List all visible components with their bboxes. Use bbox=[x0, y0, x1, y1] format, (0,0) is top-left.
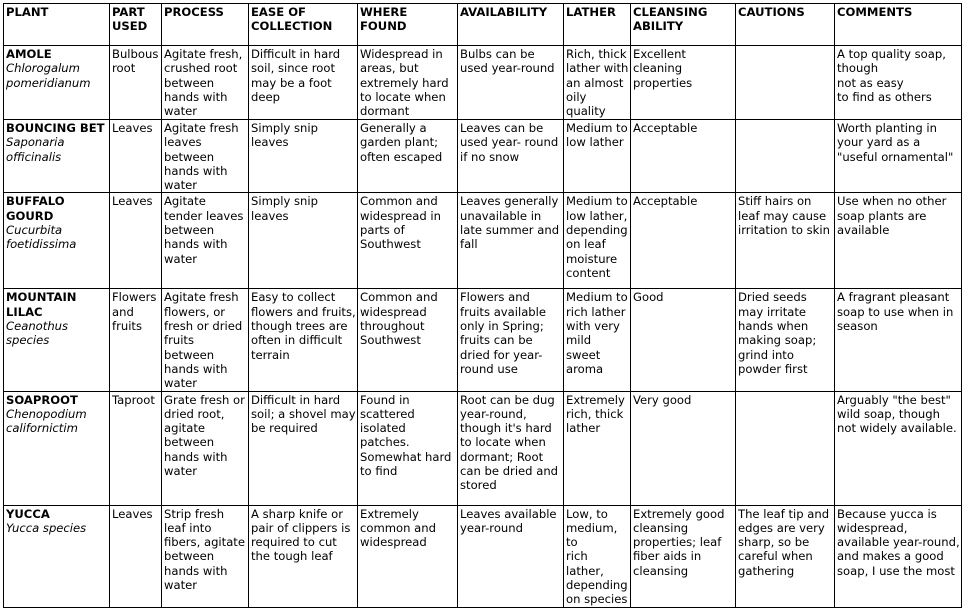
cell-text: Agitate fresh leaves between hands with water bbox=[164, 121, 239, 193]
cell-text: Use when no other soap plants are available bbox=[837, 194, 947, 238]
header-ease-of-collection bbox=[249, 4, 358, 46]
cell-text: Found in scattered isolated patches. Somewhat hard to find bbox=[360, 392, 452, 479]
cell-text: PLANT bbox=[6, 5, 49, 19]
availability-cell bbox=[458, 289, 564, 391]
plant-cell bbox=[4, 391, 110, 505]
part-used-cell bbox=[110, 505, 162, 607]
cell-text: Bulbs can be used year-round bbox=[460, 47, 555, 76]
cell-text: Good bbox=[633, 290, 664, 305]
cautions-cell bbox=[736, 289, 835, 391]
comments-cell bbox=[835, 193, 962, 289]
availability-cell bbox=[458, 193, 564, 289]
comments-cell bbox=[835, 289, 962, 391]
comments-cell bbox=[835, 120, 962, 193]
cell-text: Worth planting in your yard as a "useful ornamental" bbox=[837, 121, 954, 164]
scientific-name: Cucurbita foetidissima bbox=[6, 223, 77, 252]
scientific-name: Chlorogalum pomeridianum bbox=[6, 61, 91, 90]
cell-text: Because yucca is widespread, available year-round, and makes a good soap, I use the most bbox=[837, 506, 960, 578]
header-part-used bbox=[110, 4, 162, 46]
ease-cell bbox=[249, 505, 358, 607]
plant-name: MOUNTAIN LILAC bbox=[6, 290, 77, 319]
soap-plants-table bbox=[3, 3, 962, 608]
header-lather bbox=[564, 4, 631, 46]
cell-text: A top quality soap, though not as easy to find as others bbox=[837, 47, 946, 104]
table-row bbox=[4, 46, 962, 120]
availability-cell bbox=[458, 505, 564, 607]
where-found-cell bbox=[358, 46, 458, 120]
cell-text: Taproot bbox=[112, 392, 155, 407]
cell-text: Flowers and fruits bbox=[112, 290, 157, 334]
plant-cell bbox=[4, 193, 110, 289]
plant-name: YUCCA bbox=[6, 506, 50, 521]
ease-cell bbox=[249, 46, 358, 120]
cell-text: Acceptable bbox=[633, 194, 698, 209]
ease-cell bbox=[249, 193, 358, 289]
plant-name: BUFFALO GOURD bbox=[6, 194, 65, 223]
process-cell bbox=[162, 193, 249, 289]
lather-cell bbox=[564, 193, 631, 289]
plant-name: BOUNCING BET bbox=[6, 121, 105, 135]
cell-text: Difficult in hard soil, since root may be a foot deep bbox=[251, 47, 341, 104]
part-used-cell bbox=[110, 120, 162, 193]
cell-text: Acceptable bbox=[633, 121, 698, 135]
cleansing-cell bbox=[631, 46, 736, 120]
availability-cell bbox=[458, 46, 564, 120]
cleansing-cell bbox=[631, 391, 736, 505]
availability-cell bbox=[458, 391, 564, 505]
cell-text: Leaves bbox=[112, 121, 153, 135]
cell-text: CLEANSING ABILITY bbox=[633, 5, 708, 34]
cell-text: PROCESS bbox=[164, 5, 224, 19]
cell-text: Root can be dug year-round, though it's hard to locate when dormant; Root can be dried and stored bbox=[460, 392, 559, 493]
header-plant bbox=[4, 4, 110, 46]
cell-text: Agitate tender leaves between hands with water bbox=[164, 194, 244, 266]
process-cell bbox=[162, 120, 249, 193]
cell-text: Extremely good cleansing properties; leaf fiber aids in cleansing bbox=[633, 506, 725, 578]
where-found-cell bbox=[358, 193, 458, 289]
cell-text: PART USED bbox=[112, 5, 148, 34]
cell-text: COMMENTS bbox=[837, 5, 913, 19]
process-cell bbox=[162, 289, 249, 391]
table-row bbox=[4, 289, 962, 391]
cell-text: Rich, thick lather with an almost oily quality bbox=[566, 47, 629, 119]
cleansing-cell bbox=[631, 193, 736, 289]
cell-text: Very good bbox=[633, 392, 692, 407]
process-cell bbox=[162, 46, 249, 120]
header-cautions bbox=[736, 4, 835, 46]
cell-text: Agitate fresh, crushed root between hands with water bbox=[164, 47, 243, 119]
cell-text: Leaves generally unavailable in late summer and fall bbox=[460, 194, 560, 252]
cell-text: Leaves available year-round bbox=[460, 506, 557, 535]
part-used-cell bbox=[110, 46, 162, 120]
ease-cell bbox=[249, 289, 358, 391]
cell-text: Extremely common and widespread bbox=[360, 506, 436, 550]
cell-text: Arguably "the best" wild soap, though not widely available. bbox=[837, 392, 957, 436]
cell-text: Low, to medium, to rich lather, depending on species bbox=[566, 506, 628, 607]
header-process bbox=[162, 4, 249, 46]
cautions-cell bbox=[736, 46, 835, 120]
header-cleansing-ability bbox=[631, 4, 736, 46]
cell-text: Extremely rich, thick lather bbox=[566, 392, 625, 436]
comments-cell bbox=[835, 505, 962, 607]
comments-cell bbox=[835, 391, 962, 505]
plant-cell bbox=[4, 505, 110, 607]
header-row bbox=[4, 4, 962, 46]
cell-text: Common and widespread in parts of Southwest bbox=[360, 194, 441, 252]
cautions-cell bbox=[736, 505, 835, 607]
cell-text: Common and widespread throughout Southwest bbox=[360, 290, 438, 348]
cell-text: LATHER bbox=[566, 5, 616, 19]
cell-text: Grate fresh or dried root, agitate between hands with water bbox=[164, 392, 245, 479]
plant-name: SOAPROOT bbox=[6, 392, 78, 407]
cell-text: Medium to rich lather with very mild sweet aroma bbox=[566, 290, 628, 376]
cell-text: Stiff hairs on leaf may cause irritation to skin bbox=[738, 194, 830, 238]
lather-cell bbox=[564, 391, 631, 505]
ease-cell bbox=[249, 391, 358, 505]
cell-text: A sharp knife or pair of clippers is required to cut the tough leaf bbox=[251, 506, 351, 564]
part-used-cell bbox=[110, 391, 162, 505]
cell-text: Simply snip leaves bbox=[251, 194, 318, 223]
lather-cell bbox=[564, 289, 631, 391]
cell-text: Dried seeds may irritate hands when making soap; grind into powder first bbox=[738, 290, 817, 376]
plant-cell bbox=[4, 120, 110, 193]
where-found-cell bbox=[358, 391, 458, 505]
cleansing-cell bbox=[631, 120, 736, 193]
ease-cell bbox=[249, 120, 358, 193]
table-row bbox=[4, 120, 962, 193]
cell-text: Leaves bbox=[112, 194, 153, 209]
cell-text: Strip fresh leaf into fibers, agitate between hands with water bbox=[164, 506, 245, 593]
cell-text: Agitate fresh flowers, or fresh or dried fruits between hands with water bbox=[164, 290, 243, 391]
availability-cell bbox=[458, 120, 564, 193]
process-cell bbox=[162, 391, 249, 505]
cell-text: Widespread in areas, but extremely hard to locate when dormant bbox=[360, 47, 449, 119]
lather-cell bbox=[564, 120, 631, 193]
cell-text: Excellent cleaning properties bbox=[633, 47, 693, 90]
scientific-name: Ceanothus species bbox=[6, 319, 69, 348]
part-used-cell bbox=[110, 193, 162, 289]
where-found-cell bbox=[358, 120, 458, 193]
cell-text: Medium to low lather bbox=[566, 121, 628, 150]
table-row bbox=[4, 391, 962, 505]
lather-cell bbox=[564, 505, 631, 607]
table-row bbox=[4, 505, 962, 607]
cell-text: Medium to low lather, depending on leaf moisture content bbox=[566, 194, 628, 280]
cell-text: AVAILABILITY bbox=[460, 5, 548, 19]
cleansing-cell bbox=[631, 505, 736, 607]
cell-text: Leaves bbox=[112, 506, 153, 521]
cell-text: Bulbous root bbox=[112, 47, 159, 76]
cell-text: WHERE FOUND bbox=[360, 5, 408, 34]
scientific-name: Saponaria officinalis bbox=[6, 135, 65, 164]
cell-text: Generally a garden plant; often escaped bbox=[360, 121, 443, 164]
comments-cell bbox=[835, 46, 962, 120]
header-where-found bbox=[358, 4, 458, 46]
plant-name: AMOLE bbox=[6, 47, 52, 61]
part-used-cell bbox=[110, 289, 162, 391]
cell-text: Leaves can be used year- round if no snow bbox=[460, 121, 559, 164]
header-comments bbox=[835, 4, 962, 46]
header-availability bbox=[458, 4, 564, 46]
cell-text: EASE OF COLLECTION bbox=[251, 5, 333, 34]
scientific-name: Chenopodium californictim bbox=[6, 406, 87, 436]
plant-cell bbox=[4, 46, 110, 120]
cleansing-cell bbox=[631, 289, 736, 391]
table-row bbox=[4, 193, 962, 289]
plant-cell bbox=[4, 289, 110, 391]
cell-text: CAUTIONS bbox=[738, 5, 805, 19]
lather-cell bbox=[564, 46, 631, 120]
cell-text: Flowers and fruits available only in Spring; fruits can be dried for year-round use bbox=[460, 290, 547, 376]
cautions-cell bbox=[736, 391, 835, 505]
process-cell bbox=[162, 505, 249, 607]
cell-text: Simply snip leaves bbox=[251, 121, 318, 150]
cell-text: A fragrant pleasant soap to use when in season bbox=[837, 290, 954, 334]
where-found-cell bbox=[358, 289, 458, 391]
scientific-name: Yucca species bbox=[6, 520, 87, 535]
cell-text: The leaf tip and edges are very sharp, so be careful when gathering bbox=[738, 506, 830, 578]
cautions-cell bbox=[736, 193, 835, 289]
cell-text: Difficult in hard soil; a shovel may be required bbox=[251, 392, 356, 436]
cautions-cell bbox=[736, 120, 835, 193]
cell-text: Easy to collect flowers and fruits, though trees are often in difficult terrain bbox=[251, 290, 356, 362]
where-found-cell bbox=[358, 505, 458, 607]
